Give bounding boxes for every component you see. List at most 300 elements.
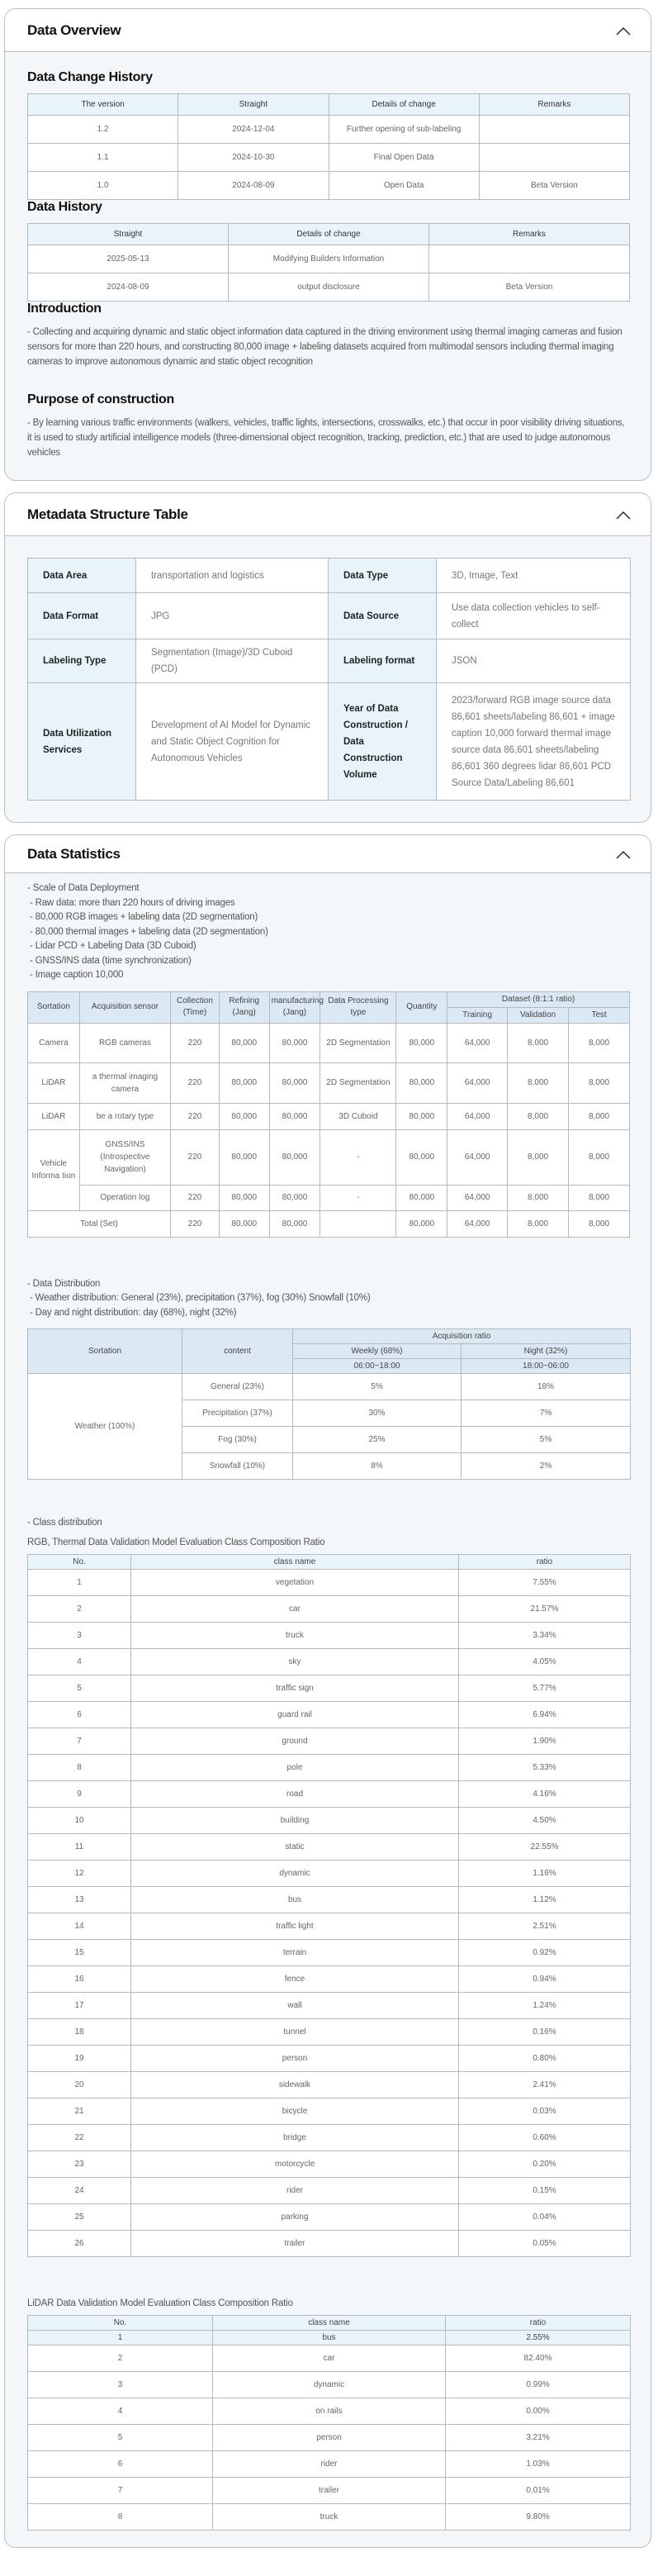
table-row [28, 116, 630, 144]
introduction-text: - Collecting and acquiring dynamic and static object information data captured in the driving environment using thermal imaging cameras and fusion sensors for more than 220 hours, and constructing 80,000 image + labeling datasets acquired from multimodal sensors including thermal imaging cameras to improve autonomous dynamic and static object recognition [27, 327, 622, 367]
cell: 25% [293, 1427, 462, 1453]
data-overview-panel [4, 8, 651, 481]
class-name: dynamic [213, 2371, 446, 2398]
row-number: 15 [28, 1939, 131, 1965]
column-header: Details of change [329, 94, 479, 116]
cell: 64,000 [447, 1129, 508, 1185]
column-header: 06:00~18:00 [293, 1359, 462, 1374]
chevron-up-icon[interactable] [614, 21, 632, 40]
class-ratio: 0.04% [459, 2203, 631, 2230]
column-header: Dataset (8:1:1 ratio) [447, 991, 630, 1007]
cell: 8,000 [508, 1103, 569, 1129]
class-ratio: 5.33% [459, 1754, 631, 1780]
row-number: 21 [28, 2098, 131, 2124]
table-row [28, 1754, 631, 1780]
rgb-class-table [27, 1554, 631, 2257]
cell: Weather (100%) [28, 1374, 182, 1480]
cell: 80,000 [269, 1023, 320, 1062]
row-number: 1 [28, 2330, 213, 2345]
change-history-table [27, 93, 630, 200]
row-number: 17 [28, 1992, 131, 2018]
class-ratio: 0.80% [459, 2045, 631, 2071]
row-number: 20 [28, 2071, 131, 2098]
field-value: JSON [437, 639, 631, 683]
cell: Modifying Builders Information [229, 245, 429, 273]
row-number: 10 [28, 1807, 131, 1833]
column-header: Data Processing type [320, 991, 396, 1023]
class-name: trailer [213, 2477, 446, 2503]
cell: 3D Cuboid [320, 1103, 396, 1129]
field-value: 2023/forward RGB image source data 86,601 sheets/labeling 86,601 + image caption 10,000 forward thermal image source data 86,601 sheets/labeling 86,601 360 degrees lidar 86,601 PCD Source Data/Labeling 86,601 [437, 683, 631, 801]
table-row [28, 273, 630, 302]
table-row [28, 1780, 631, 1807]
field-label: Data Type [329, 558, 437, 593]
class-name: parking [131, 2203, 459, 2230]
row-number: 25 [28, 2203, 131, 2230]
cell: 80,000 [396, 1185, 447, 1210]
row-number: 7 [28, 2477, 213, 2503]
cell: 8,000 [569, 1185, 630, 1210]
cell: 8,000 [508, 1210, 569, 1237]
class-ratio: 0.99% [446, 2371, 631, 2398]
row-number: 12 [28, 1860, 131, 1886]
cell: 7% [462, 1400, 631, 1427]
field-label: Data Format [28, 593, 136, 639]
class-name: trailer [131, 2230, 459, 2256]
table-row-total [28, 1210, 630, 1237]
row-number: 4 [28, 1648, 131, 1675]
class-name: bus [213, 2330, 446, 2345]
cell: 80,000 [219, 1129, 269, 1185]
list-item: - GNSS/INS data (time synchronization) [30, 955, 192, 966]
class-ratio: 4.05% [459, 1648, 631, 1675]
table-row [28, 245, 630, 273]
list-item: - Raw data: more than 220 hours of driving images [30, 897, 235, 908]
class-name: guard rail [131, 1701, 459, 1728]
cell: 64,000 [447, 1103, 508, 1129]
cell: a thermal imaging camera [79, 1062, 170, 1103]
table-row [28, 1648, 631, 1675]
table-row [28, 172, 630, 200]
cell: Further opening of sub-labeling [329, 116, 479, 144]
cell: 8,000 [508, 1129, 569, 1185]
cell: 8,000 [569, 1129, 630, 1185]
row-number: 8 [28, 1754, 131, 1780]
list-item: - Class distribution [27, 1518, 102, 1528]
class-ratio: 1.12% [459, 1886, 631, 1913]
table-row [28, 144, 630, 172]
class-ratio: 21.57% [459, 1595, 631, 1622]
section-title: Data History [27, 200, 102, 214]
cell: 220 [171, 1023, 220, 1062]
class-name: rider [213, 2450, 446, 2477]
cell: 1.1 [28, 144, 178, 172]
cell: 80,000 [269, 1103, 320, 1129]
class-name: person [131, 2045, 459, 2071]
class-name: tunnel [131, 2018, 459, 2045]
column-header: Acquisition ratio [293, 1329, 631, 1344]
class-ratio: 4.50% [459, 1807, 631, 1833]
purpose-text: - By learning various traffic environments (walkers, vehicles, traffic lights, intersections, crosswalks, etc.) that occur in poor visibility driving situations, it is used to study artificial intelligence models (three-dimensional object recognition, tracking, prediction, etc.) that are used to judge autonomous vehicles [27, 418, 625, 458]
row-number: 2 [28, 2345, 213, 2371]
class-ratio: 0.01% [446, 2477, 631, 2503]
cell: Camera [28, 1023, 80, 1062]
scale-list [27, 882, 628, 983]
column-header: The version [28, 94, 178, 116]
column-header: Weekly (68%) [293, 1344, 462, 1359]
row-number: 3 [28, 1622, 131, 1648]
table-row [28, 1023, 630, 1062]
class-name: static [131, 1833, 459, 1860]
field-value: 3D, Image, Text [437, 558, 631, 593]
table-row [28, 1129, 630, 1185]
column-header: Straight [28, 224, 229, 245]
cell: Fog (30%) [182, 1427, 293, 1453]
metadata-panel [4, 492, 651, 823]
cell: 5% [462, 1427, 631, 1453]
table-row [28, 2124, 631, 2151]
row-number: 8 [28, 2503, 213, 2530]
class-distribution-label [27, 1516, 628, 1531]
cell: 5% [293, 1374, 462, 1400]
cell: Beta Version [429, 273, 630, 302]
table-row [28, 2398, 631, 2424]
cell: 64,000 [447, 1185, 508, 1210]
column-header: class name [213, 2315, 446, 2330]
class-name: fence [131, 1965, 459, 1992]
table-row [28, 1992, 631, 2018]
class-name: ground [131, 1728, 459, 1754]
table-row [28, 2477, 631, 2503]
row-number: 9 [28, 1780, 131, 1807]
column-header: Remarks [429, 224, 630, 245]
cell: Final Open Data [329, 144, 479, 172]
cell: 80,000 [269, 1129, 320, 1185]
column-header: ratio [446, 2315, 631, 2330]
cell: 80,000 [219, 1185, 269, 1210]
cell: 8,000 [569, 1023, 630, 1062]
row-number: 11 [28, 1833, 131, 1860]
cell: 64,000 [447, 1023, 508, 1062]
table-row [28, 2345, 631, 2371]
table-row [28, 2203, 631, 2230]
class-ratio: 0.03% [459, 2098, 631, 2124]
cell: GNSS/INS (Introspective Navigation) [79, 1129, 170, 1185]
table-row [28, 593, 631, 639]
field-value: Use data collection vehicles to self-collect [437, 593, 631, 639]
table-row [28, 1860, 631, 1886]
column-header: 18:00~06:00 [462, 1359, 631, 1374]
section-title: Purpose of construction [27, 392, 174, 406]
table-row [28, 2424, 631, 2450]
cell: 220 [171, 1185, 220, 1210]
cell: 80,000 [396, 1023, 447, 1062]
deployment-table [27, 991, 630, 1238]
class-name: person [213, 2424, 446, 2450]
field-label: Data Source [329, 593, 437, 639]
row-number: 24 [28, 2177, 131, 2203]
chevron-up-icon[interactable] [614, 506, 632, 524]
class-name: terrain [131, 1939, 459, 1965]
cell: - [320, 1129, 396, 1185]
class-name: rider [131, 2177, 459, 2203]
cell: 80,000 [269, 1062, 320, 1103]
list-item: - 80,000 thermal images + labeling data (2D segmentation) [30, 926, 268, 937]
cell: 64,000 [447, 1062, 508, 1103]
cell: RGB cameras [79, 1023, 170, 1062]
column-header: Acquisition sensor [79, 991, 170, 1023]
cell: 8,000 [569, 1210, 630, 1237]
table-row [28, 683, 631, 801]
class-name: sidewalk [131, 2071, 459, 2098]
table-row [28, 1569, 631, 1595]
table-row [28, 1886, 631, 1913]
field-value: Development of AI Model for Dynamic and Static Object Cognition for Autonomous Vehicles [136, 683, 329, 801]
metadata-table [27, 558, 631, 801]
cell: 80,000 [396, 1129, 447, 1185]
column-header: Details of change [229, 224, 429, 245]
field-label: Labeling format [329, 639, 437, 683]
cell: Open Data [329, 172, 479, 200]
class-ratio: 0.94% [459, 1965, 631, 1992]
cell: General (23%) [182, 1374, 293, 1400]
class-ratio: 0.92% [459, 1939, 631, 1965]
class-ratio: 1.16% [459, 1860, 631, 1886]
row-number: 18 [28, 2018, 131, 2045]
cell: Vehicle Informa tion [28, 1129, 80, 1210]
table-row [28, 1185, 630, 1210]
column-header: Sortation [28, 1329, 182, 1374]
cell: 220 [171, 1210, 220, 1237]
table-row [28, 1062, 630, 1103]
list-item: - Lidar PCD + Labeling Data (3D Cuboid) [30, 941, 196, 951]
row-number: 23 [28, 2151, 131, 2177]
list-item: - Day and night distribution: day (68%), night (32%) [30, 1307, 237, 1318]
metadata-header[interactable] [5, 493, 651, 536]
class-name: car [213, 2345, 446, 2371]
cell: 30% [293, 1400, 462, 1427]
cell: 80,000 [269, 1210, 320, 1237]
class-name: road [131, 1780, 459, 1807]
class-name: sky [131, 1648, 459, 1675]
table-row [28, 2503, 631, 2530]
class-ratio: 1.24% [459, 1992, 631, 2018]
cell: Operation log [79, 1185, 170, 1210]
rgb-table-title: RGB, Thermal Data Validation Model Evaluation Class Composition Ratio [27, 1537, 325, 1547]
class-name: traffic sign [131, 1675, 459, 1701]
class-ratio: 82.40% [446, 2345, 631, 2371]
cell: 18% [462, 1374, 631, 1400]
class-ratio: 0.05% [459, 2230, 631, 2256]
table-row [28, 1374, 631, 1400]
column-header: Quantity [396, 991, 447, 1023]
table-row [28, 2098, 631, 2124]
cell: 80,000 [219, 1023, 269, 1062]
class-name: pole [131, 1754, 459, 1780]
column-header: No. [28, 1554, 131, 1569]
cell [479, 116, 629, 144]
table-row [28, 2330, 631, 2345]
lidar-class-table [27, 2315, 631, 2531]
column-header: Training [447, 1007, 508, 1023]
row-number: 26 [28, 2230, 131, 2256]
table-row [28, 2230, 631, 2256]
cell: 2024-08-09 [178, 172, 329, 200]
column-header: Test [569, 1007, 630, 1023]
lidar-table-title: LiDAR Data Validation Model Evaluation Class Composition Ratio [27, 2298, 293, 2308]
class-name: traffic light [131, 1913, 459, 1939]
table-row [28, 1913, 631, 1939]
cell: 64,000 [447, 1210, 508, 1237]
field-value: Segmentation (Image)/3D Cuboid (PCD) [136, 639, 329, 683]
cell: - [320, 1185, 396, 1210]
row-number: 16 [28, 1965, 131, 1992]
field-value: JPG [136, 593, 329, 639]
cell: 2D Segmentation [320, 1062, 396, 1103]
row-number: 13 [28, 1886, 131, 1913]
table-row [28, 639, 631, 683]
cell: 220 [171, 1103, 220, 1129]
row-number: 4 [28, 2398, 213, 2424]
class-ratio: 1.90% [459, 1728, 631, 1754]
class-ratio: 0.00% [446, 2398, 631, 2424]
class-ratio: 0.20% [459, 2151, 631, 2177]
class-name: truck [131, 1622, 459, 1648]
table-row [28, 2151, 631, 2177]
class-name: truck [213, 2503, 446, 2530]
list-item: - Image caption 10,000 [30, 970, 124, 980]
cell: 80,000 [396, 1103, 447, 1129]
column-header: ratio [459, 1554, 631, 1569]
column-header: Remarks [479, 94, 629, 116]
column-header: No. [28, 2315, 213, 2330]
table-row [28, 1833, 631, 1860]
class-ratio: 2.51% [459, 1913, 631, 1939]
class-name: wall [131, 1992, 459, 2018]
cell: 2024-08-09 [28, 273, 229, 302]
cell [320, 1210, 396, 1237]
column-header: content [182, 1329, 293, 1374]
cell: Precipitation (37%) [182, 1400, 293, 1427]
cell: Beta Version [479, 172, 629, 200]
field-value: transportation and logistics [136, 558, 329, 593]
panel-title: Data Overview [27, 21, 121, 38]
cell: LiDAR [28, 1062, 80, 1103]
cell: be a rotary type [79, 1103, 170, 1129]
cell: 2025-05-13 [28, 245, 229, 273]
data-statistics-header[interactable] [5, 835, 651, 873]
field-label: Year of Data Construction / Data Construction Volume [329, 683, 437, 801]
table-row [28, 2177, 631, 2203]
table-row [28, 1807, 631, 1833]
cell: output disclosure [229, 273, 429, 302]
panel-title: Metadata Structure Table [27, 506, 188, 522]
column-header: Night (32%) [462, 1344, 631, 1359]
class-ratio: 22.55% [459, 1833, 631, 1860]
cell: LiDAR [28, 1103, 80, 1129]
table-row [28, 1939, 631, 1965]
cell: 220 [171, 1129, 220, 1185]
data-statistics-panel [4, 834, 651, 2548]
cell: 80,000 [396, 1210, 447, 1237]
table-row [28, 2045, 631, 2071]
row-number: 3 [28, 2371, 213, 2398]
cell: 1.2 [28, 116, 178, 144]
table-row [28, 1701, 631, 1728]
cell: 8,000 [569, 1103, 630, 1129]
column-header: Refining (Jang) [219, 991, 269, 1023]
column-header: class name [131, 1554, 459, 1569]
table-row [28, 2071, 631, 2098]
table-row [28, 2018, 631, 2045]
class-name: dynamic [131, 1860, 459, 1886]
column-header: Validation [508, 1007, 569, 1023]
cell: 220 [171, 1062, 220, 1103]
cell: 80,000 [219, 1210, 269, 1237]
table-row [28, 2371, 631, 2398]
cell: 8,000 [508, 1062, 569, 1103]
data-overview-header[interactable] [5, 9, 651, 52]
data-history-table [27, 223, 630, 302]
class-ratio: 2.55% [446, 2330, 631, 2345]
class-name: building [131, 1807, 459, 1833]
cell [429, 245, 630, 273]
class-name: bus [131, 1886, 459, 1913]
table-row [28, 1595, 631, 1622]
cell: 8,000 [508, 1185, 569, 1210]
cell: 8,000 [569, 1062, 630, 1103]
row-number: 5 [28, 2424, 213, 2450]
distribution-table [27, 1328, 631, 1480]
list-item: - Weather distribution: General (23%), precipitation (37%), fog (30%) Snowfall (10%) [30, 1293, 371, 1303]
class-name: car [131, 1595, 459, 1622]
row-number: 22 [28, 2124, 131, 2151]
class-ratio: 5.77% [459, 1675, 631, 1701]
chevron-up-icon[interactable] [614, 845, 632, 863]
row-number: 6 [28, 1701, 131, 1728]
class-ratio: 4.16% [459, 1780, 631, 1807]
table-row [28, 558, 631, 593]
list-item: - 80,000 RGB images + labeling data (2D segmentation) [30, 912, 258, 922]
table-row [28, 1103, 630, 1129]
class-ratio: 7.55% [459, 1569, 631, 1595]
row-number: 1 [28, 1569, 131, 1595]
cell: 80,000 [219, 1103, 269, 1129]
cell: Snowfall (10%) [182, 1453, 293, 1480]
class-ratio: 2.41% [459, 2071, 631, 2098]
field-label: Labeling Type [28, 639, 136, 683]
cell: 80,000 [396, 1062, 447, 1103]
panel-title: Data Statistics [27, 845, 121, 862]
row-number: 19 [28, 2045, 131, 2071]
cell: 2024-12-04 [178, 116, 329, 144]
class-ratio: 6.94% [459, 1701, 631, 1728]
row-number: 7 [28, 1728, 131, 1754]
cell: 2D Segmentation [320, 1023, 396, 1062]
column-header: Straight [178, 94, 329, 116]
section-title: Introduction [27, 302, 102, 316]
row-number: 5 [28, 1675, 131, 1701]
cell: 8% [293, 1453, 462, 1480]
table-row [28, 2450, 631, 2477]
list-item: - Data Distribution [27, 1278, 101, 1289]
field-label: Data Area [28, 558, 136, 593]
row-number: 2 [28, 1595, 131, 1622]
cell: 1.0 [28, 172, 178, 200]
class-name: on rails [213, 2398, 446, 2424]
class-ratio: 3.34% [459, 1622, 631, 1648]
row-number: 14 [28, 1913, 131, 1939]
